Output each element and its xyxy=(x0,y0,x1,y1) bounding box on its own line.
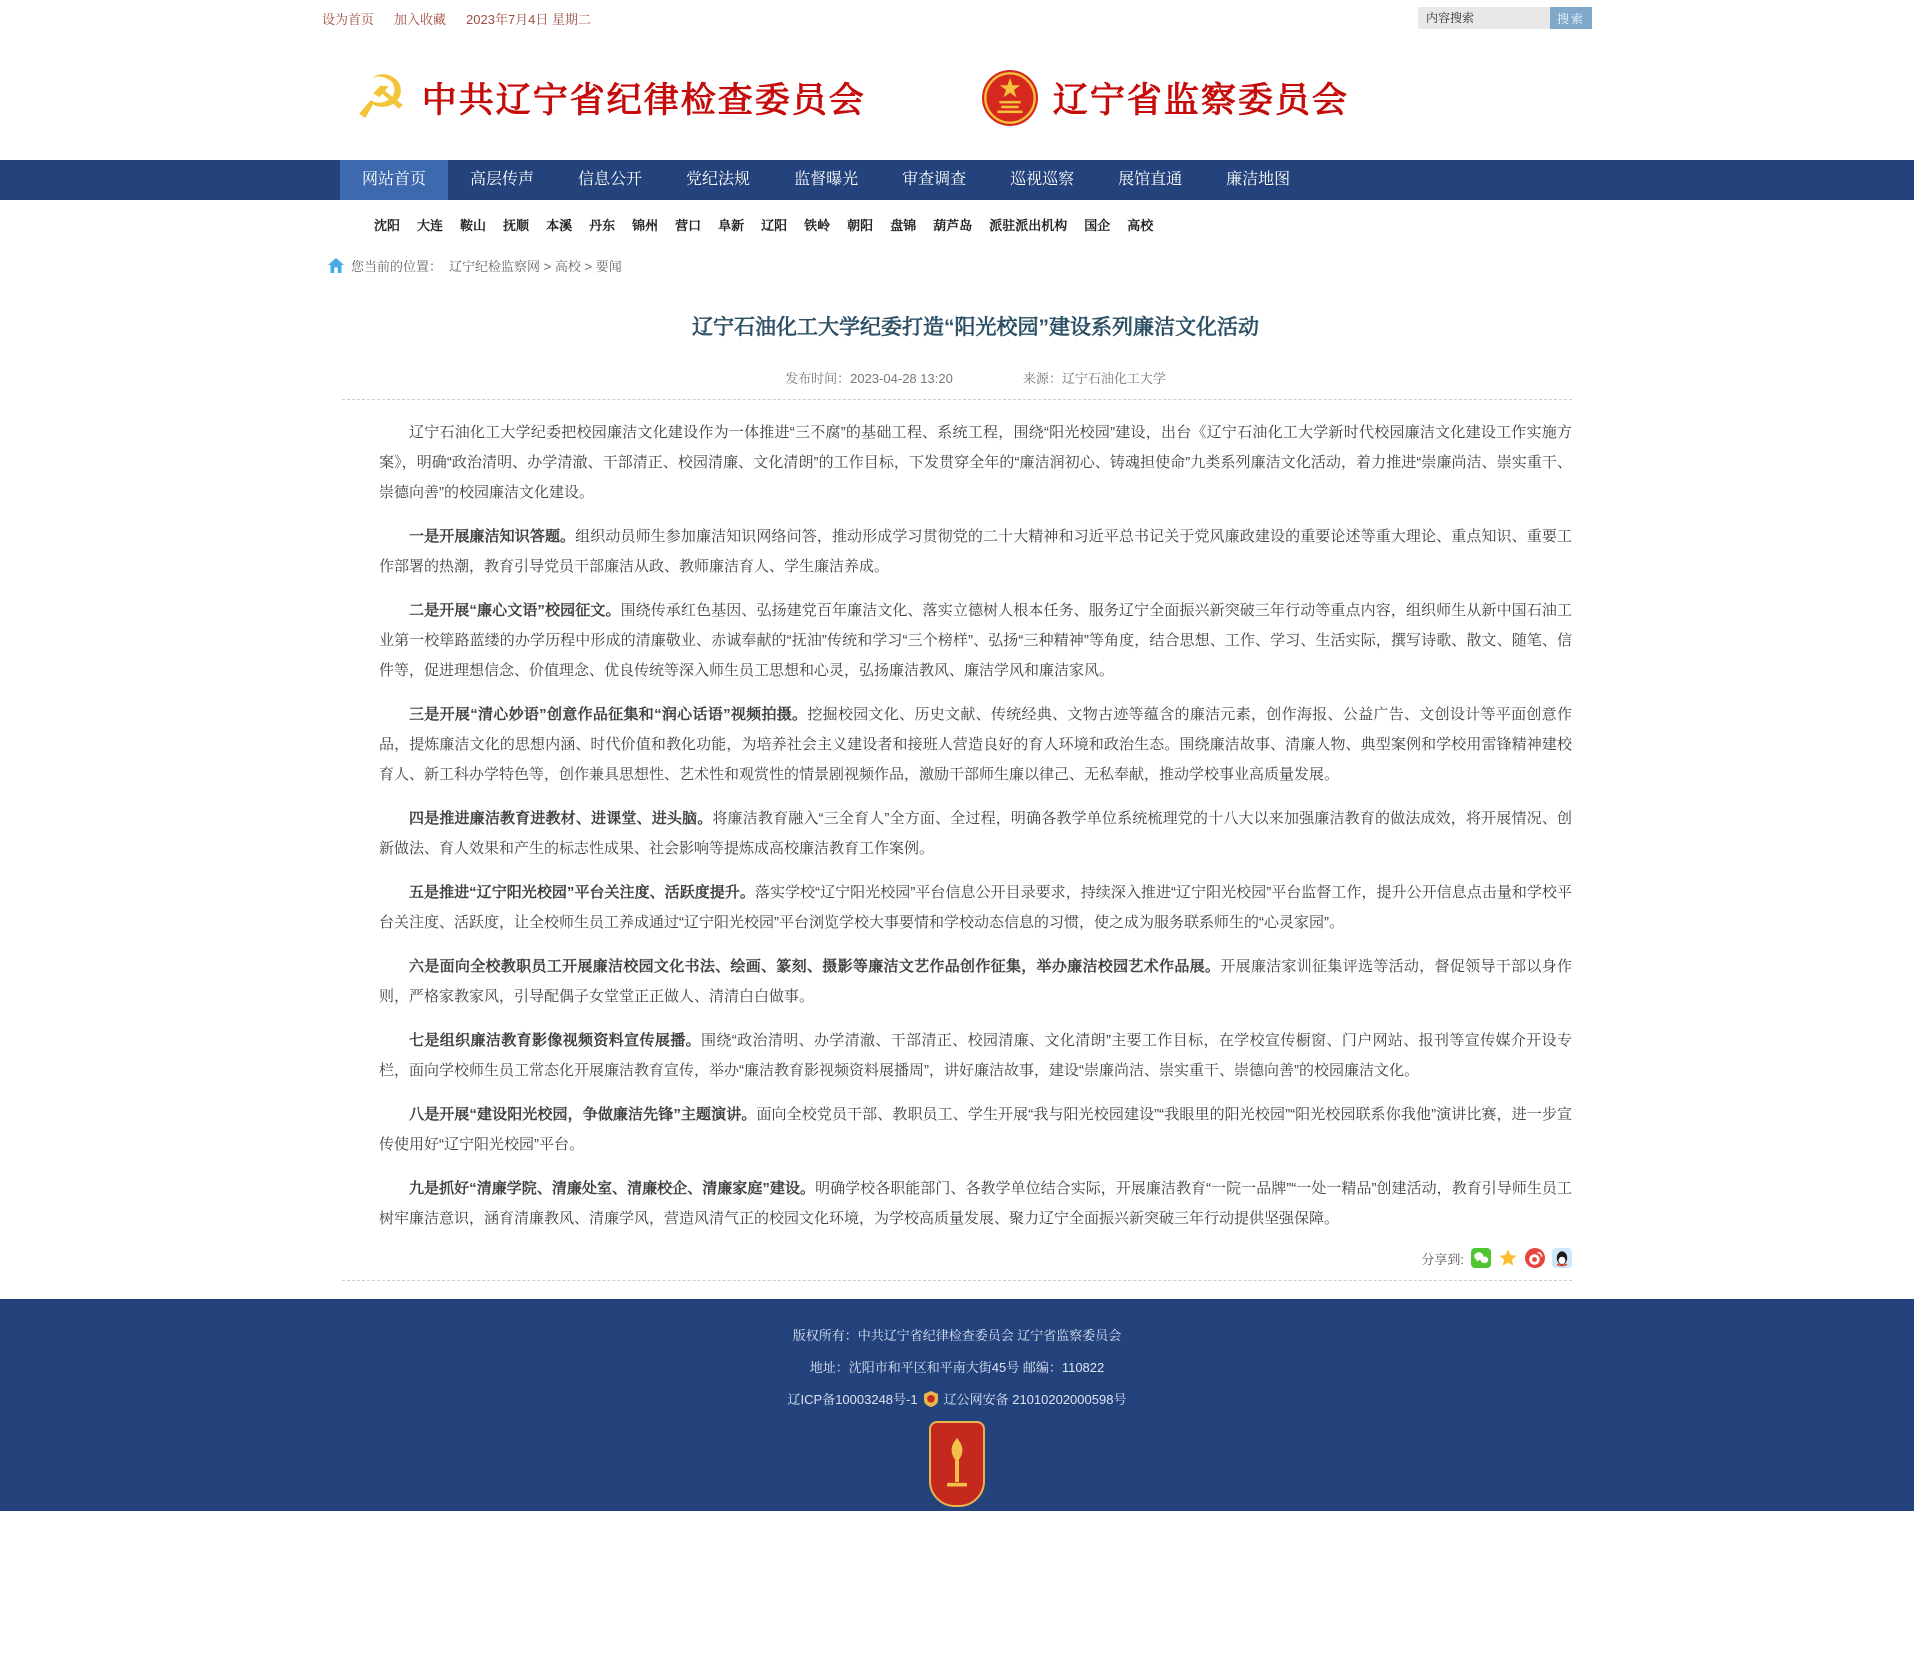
subnav-item[interactable]: 抚顺 xyxy=(503,218,530,233)
region-navigation xyxy=(322,200,1592,243)
subnav-item[interactable]: 锦州 xyxy=(632,218,659,233)
article-title: 辽宁石油化工大学纪委打造“阳光校园”建设系列廉洁文化活动 xyxy=(692,316,1259,339)
article-paragraph: 九是抓好“清廉学院、清廉处室、清廉校企、清廉家庭”建设。明确学校各职能部门、各教学单位结合实际，开展廉洁教育“一院一品牌”“一处一精品”创建活动，教育引导师生员工树牢廉洁意识，涵育清廉教风、清廉学风，营造风清气正的校园文化环境，为学校高质量发展、聚力辽宁全面振兴新突破三年行动提供坚强保障。 xyxy=(379,1180,1572,1227)
article-source: 来源：辽宁石油化工大学 xyxy=(1022,371,1166,386)
subnav-item[interactable]: 大连 xyxy=(417,218,444,233)
article-meta xyxy=(379,368,1572,387)
icp-number[interactable]: 辽ICP备10003248号-1 xyxy=(787,1392,918,1407)
article-paragraph: 四是推进廉洁教育进教材、进课堂、进头脑。将廉洁教育融入“三全育人”全方面、全过程，明确各教学单位系统梳理党的十八大以来加强廉洁教育的做法成效，将开展情况、创新做法、育人效果和产生的标志性成果、社会影响等提炼成高校廉洁教育工作案例。 xyxy=(379,810,1572,857)
breadcrumb-separator: > xyxy=(580,259,596,274)
current-date: 2023年7月4日 星期二 xyxy=(466,11,592,27)
footer-divider xyxy=(342,1280,1572,1281)
main-navigation xyxy=(0,160,1914,200)
subnav-item[interactable]: 派驻派出机构 xyxy=(989,218,1068,233)
subnav-item[interactable]: 阜新 xyxy=(718,218,745,233)
article-paragraph: 辽宁石油化工大学纪委把校园廉洁文化建设作为一体推进“三不腐”的基础工程、系统工程，围绕“阳光校园”建设，出台《辽宁石油化工大学新时代校园廉洁文化建设工作实施方案》，明确“政治清明、办学清澈、干部清正、校园清廉、文化清朗”的工作目标，下发贯穿全年的“廉洁润初心、铸魂担使命”九类系列廉洁文化活动，着力推进“崇廉尚洁、崇实重干、崇德向善”的校园廉洁文化建设。 xyxy=(379,424,1572,501)
share-label: 分享到: xyxy=(1421,1251,1464,1267)
home-icon xyxy=(328,258,344,273)
site-footer xyxy=(0,1299,1914,1511)
site-title-2: 辽宁省监察委员会 xyxy=(1052,81,1349,120)
breadcrumb-link[interactable]: 辽宁纪检监察网 xyxy=(449,259,541,274)
subnav-item[interactable]: 葫芦岛 xyxy=(933,218,973,233)
national-emblem-icon xyxy=(981,69,1039,127)
search-button[interactable]: 搜索 xyxy=(1550,7,1592,29)
subnav-item[interactable]: 鞍山 xyxy=(460,218,487,233)
nav-item[interactable]: 网站首页 xyxy=(340,160,448,200)
article-paragraph: 二是开展“廉心文语”校园征文。围绕传承红色基因、弘扬建党百年廉洁文化、落实立德树人根本任务、服务辽宁全面振兴新突破三年行动等重点内容，组织师生从新中国石油工业第一校筚路蓝缕的办学历程中形成的清廉敬业、赤诚奉献的“抚油”传统和学习“三个榜样”、弘扬“三种精神”等角度，结合思想、工作、学习、生活实际，撰写诗歌、散文、随笔、信件等，促进理想信念、价值理念、优良传统等深入师生员工思想和心灵，弘扬廉洁教风、廉洁学风和廉洁家风。 xyxy=(379,602,1572,679)
breadcrumb-link[interactable]: 高校 xyxy=(554,259,581,274)
publish-time: 发布时间：2023-04-28 13:20 xyxy=(785,371,953,386)
subnav-item[interactable]: 丹东 xyxy=(589,218,616,233)
subnav-item[interactable]: 国企 xyxy=(1084,218,1111,233)
article-paragraph: 八是开展“建设阳光校园，争做廉洁先锋”主题演讲。面向全校党员干部、教职员工、学生开展“我与阳光校园建设”“我眼里的阳光校园”“阳光校园联系你我他”演讲比赛，进一步宣传使用好“辽宁阳光校园”平台。 xyxy=(379,1106,1572,1153)
weibo-share-icon[interactable] xyxy=(1525,1248,1545,1268)
meta-divider xyxy=(342,399,1572,400)
article xyxy=(322,283,1592,1281)
nav-item[interactable]: 巡视巡察 xyxy=(1010,171,1075,188)
discipline-inspection-emblem xyxy=(929,1421,985,1507)
breadcrumb-link[interactable]: 要闻 xyxy=(595,259,622,274)
nav-item[interactable]: 党纪法规 xyxy=(686,171,751,188)
nav-item[interactable]: 监督曝光 xyxy=(794,171,859,188)
nav-item[interactable]: 廉洁地图 xyxy=(1226,171,1291,188)
article-paragraph: 六是面向全校教职员工开展廉洁校园文化书法、绘画、篆刻、摄影等廉洁文艺作品创作征集，举办廉洁校园艺术作品展。开展廉洁家训征集评选等活动，督促领导干部以身作则，严格家教家风，引导配偶子女堂堂正正做人、清清白白做事。 xyxy=(379,958,1572,1005)
registration-line xyxy=(0,1389,1914,1408)
address-line: 地址：沈阳市和平区和平南大街45号 邮编：110822 xyxy=(809,1360,1105,1375)
nav-item[interactable]: 审查调查 xyxy=(902,171,967,188)
article-paragraph: 三是开展“清心妙语”创意作品征集和“润心话语”视频拍摄。挖掘校园文化、历史文献、传统经典、文物古迹等蕴含的廉洁元素，创作海报、公益广告、文创设计等平面创意作品，提炼廉洁文化的思想内涵、时代价值和教化功能，为培养社会主义建设者和接班人营造良好的育人环境和政治生态。围绕廉洁故事、清廉人物、典型案例和学校用雷锋精神建校育人、新工科办学特色等，创作兼具思想性、艺术性和观赏性的情景剧视频作品，激励干部师生廉以律己、无私奉献，推动学校事业高质量发展。 xyxy=(379,706,1572,783)
nav-item[interactable]: 信息公开 xyxy=(578,171,643,188)
subnav-item[interactable]: 本溪 xyxy=(546,218,573,233)
police-badge-icon xyxy=(924,1391,938,1407)
subnav-item[interactable]: 朝阳 xyxy=(847,218,874,233)
subnav-item[interactable]: 沈阳 xyxy=(374,218,401,233)
add-favorite-link[interactable]: 加入收藏 xyxy=(394,11,447,27)
breadcrumb-separator: > xyxy=(540,259,555,274)
breadcrumb xyxy=(322,243,1592,283)
police-registration-number[interactable]: 辽公网安备 21010202000598号 xyxy=(943,1392,1127,1407)
qzone-share-icon[interactable] xyxy=(1498,1248,1518,1268)
subnav-item[interactable]: 营口 xyxy=(675,218,702,233)
brand-supervisory-commission[interactable] xyxy=(981,69,1349,127)
article-paragraph: 七是组织廉洁教育影像视频资料宣传展播。围绕“政治清明、办学清澈、干部清正、校园清廉、文化清朗”主要工作目标，在学校宣传橱窗、门户网站、报刊等宣传媒介开设专栏，面向学校师生员工常态化开展廉洁教育宣传，举办“廉洁教育影视频资料展播周”，讲好廉洁故事，建设“崇廉尚洁、崇实重干、崇德向善”的校园廉洁文化。 xyxy=(379,1032,1572,1079)
set-homepage-link[interactable]: 设为首页 xyxy=(322,11,375,27)
site-header xyxy=(322,36,1592,160)
article-paragraph: 一是开展廉洁知识答题。组织动员师生参加廉洁知识网络问答，推动形成学习贯彻党的二十大精神和习近平总书记关于党风廉政建设的重要论述等重大理论、重点知识、重要工作部署的热潮，教育引导党员干部廉洁从政、教师廉洁育人、学生廉洁养成。 xyxy=(379,528,1572,575)
party-emblem-icon: ☭ xyxy=(354,64,408,131)
brand-discipline-commission[interactable] xyxy=(354,64,866,131)
subnav-item[interactable]: 盘锦 xyxy=(890,218,917,233)
article-paragraph: 五是推进“辽宁阳光校园”平台关注度、活跃度提升。落实学校“辽宁阳光校园”平台信息公开目录要求，持续深入推进“辽宁阳光校园”平台监督工作，提升公开信息点击量和学校平台关注度、活跃度，让全校师生员工养成通过“辽宁阳光校园”平台浏览学校大事要情和学校动态信息的习惯，使之成为服务联系师生的“心灵家园”。 xyxy=(379,884,1572,931)
subnav-item[interactable]: 高校 xyxy=(1127,218,1154,233)
wechat-share-icon[interactable] xyxy=(1471,1248,1491,1268)
nav-item[interactable]: 展馆直通 xyxy=(1118,171,1183,188)
top-utility-bar xyxy=(322,0,1592,36)
breadcrumb-prefix: 您当前的位置： xyxy=(351,259,443,274)
search-input[interactable] xyxy=(1418,7,1550,29)
share-bar xyxy=(379,1248,1572,1268)
subnav-item[interactable]: 铁岭 xyxy=(804,218,831,233)
subnav-item[interactable]: 辽阳 xyxy=(761,218,788,233)
nav-item[interactable]: 高层传声 xyxy=(470,171,535,188)
site-title-1: 中共辽宁省纪律检查委员会 xyxy=(421,81,866,120)
qq-share-icon[interactable] xyxy=(1552,1248,1572,1268)
article-body xyxy=(379,418,1572,1234)
copyright-line: 版权所有：中共辽宁省纪律检查委员会 辽宁省监察委员会 xyxy=(792,1328,1122,1343)
